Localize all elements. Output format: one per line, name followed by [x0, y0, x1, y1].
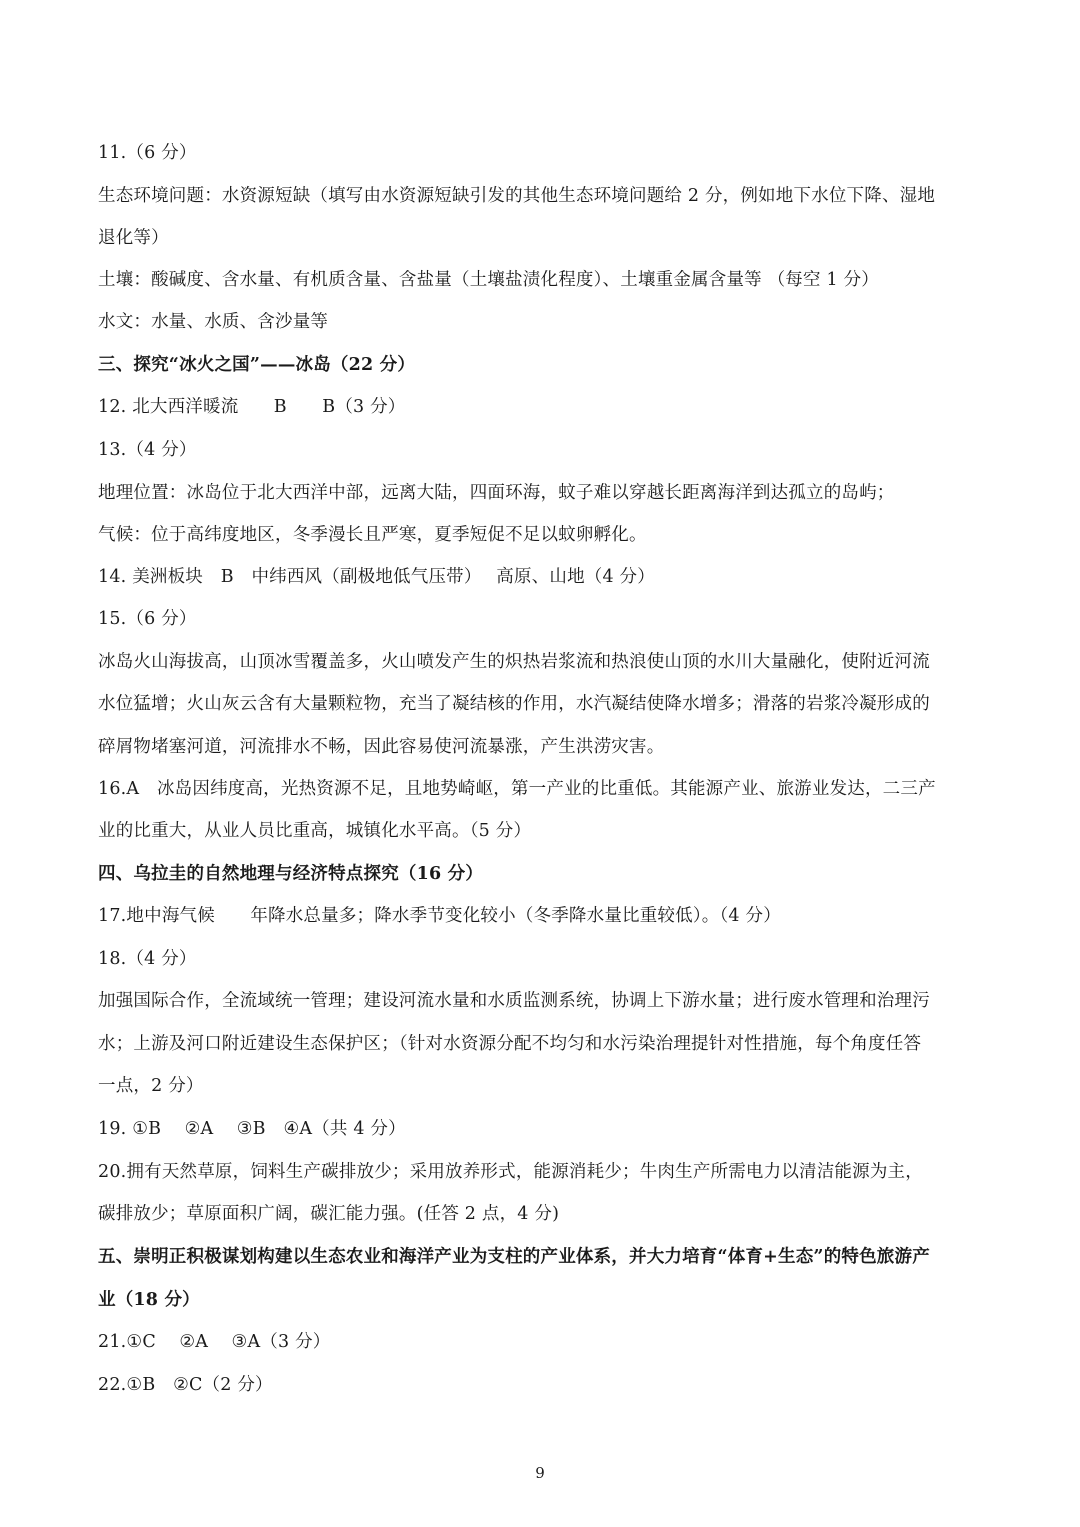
answer-20-line-2: 碳排放少；草原面积广阔，碳汇能力强。(任答 2 点，4 分) [98, 1204, 560, 1224]
section-5-heading-line-2: 业（18 分） [98, 1290, 200, 1310]
answer-20-line-1: 20.拥有天然草原，饲料生产碳排放少；采用放养形式，能源消耗少；牛肉生产所需电力以清洁能源为主， [98, 1162, 923, 1182]
answer-11-ecology-line-1: 生态环境问题：水资源短缺（填写由水资源短缺引发的其他生态环境问题给 2 分，例如地下水位下降、湿地 [98, 186, 936, 206]
answer-18-line-3: 一点，2 分） [98, 1076, 204, 1096]
answer-15-heading: 15.（6 分） [98, 609, 197, 629]
answer-18-heading: 18.（4 分） [98, 949, 197, 969]
answer-13-location: 地理位置：冰岛位于北大西洋中部，远离大陆，四面环海，蚊子难以穿越长距离海洋到达孤立的岛屿； [98, 483, 895, 503]
answer-15-line-3: 碎屑物堵塞河道，河流排水不畅，因此容易使河流暴涨，产生洪涝灾害。 [98, 737, 665, 757]
answer-17: 17.地中海气候 年降水总量多；降水季节变化较小（冬季降水量比重较低）。（4 分） [98, 906, 781, 926]
answer-19: 19. ①B ②A ③B ④A（共 4 分） [98, 1119, 406, 1139]
answer-16-line-1: 16.A 冰岛因纬度高，光热资源不足，且地势崎岖，第一产业的比重低。其能源产业、旅游业发达，二三产 [98, 779, 936, 799]
answer-14: 14. 美洲板块 B 中纬西风（副极地低气压带） 高原、山地（4 分） [98, 567, 655, 587]
section-5-heading-line-1: 五、崇明正积极谋划构建以生态农业和海洋产业为支柱的产业体系，并大力培育“体育+生态”的特色旅游产 [98, 1247, 930, 1267]
answer-13-climate: 气候：位于高纬度地区，冬季漫长且严寒，夏季短促不足以蚊卵孵化。 [98, 525, 647, 545]
answer-16-line-2: 业的比重大，从业人员比重高，城镇化水平高。（5 分） [98, 821, 532, 841]
answer-22: 22.①B ②C（2 分） [98, 1375, 273, 1395]
answer-18-line-2: 水；上游及河口附近建设生态保护区；（针对水资源分配不均匀和水污染治理提针对性措施，每个角度任答 [98, 1034, 922, 1054]
answer-12: 12. 北大西洋暖流 B B（3 分） [98, 397, 406, 417]
page-number: 9 [535, 1464, 545, 1482]
answer-21: 21.①C ②A ③A（3 分） [98, 1332, 331, 1352]
answer-11-soil: 土壤：酸碱度、含水量、有机质含量、含盐量（土壤盐渍化程度）、土壤重金属含量等 （每空 1 分） [98, 270, 879, 290]
answer-11-heading: 11.（6 分） [98, 143, 197, 163]
answer-11-ecology-line-2: 退化等） [98, 228, 169, 248]
answer-13-heading: 13.（4 分） [98, 440, 197, 460]
section-3-heading: 三、探究“冰火之国”——冰岛（22 分） [98, 355, 416, 375]
section-4-heading: 四、乌拉圭的自然地理与经济特点探究（16 分） [98, 864, 484, 884]
answer-15-line-2: 水位猛增；火山灰云含有大量颗粒物，充当了凝结核的作用，水汽凝结使降水增多；滑落的岩浆冷凝形成的 [98, 694, 930, 714]
answer-11-hydrology: 水文：水量、水质、含沙量等 [98, 312, 329, 332]
answer-18-line-1: 加强国际合作，全流域统一管理；建设河流水量和水质监测系统，协调上下游水量；进行废水管理和治理污 [98, 991, 930, 1011]
answer-15-line-1: 冰岛火山海拔高，山顶冰雪覆盖多，火山喷发产生的炽热岩浆流和热浪使山顶的水川大量融化，使附近河流 [98, 652, 930, 672]
